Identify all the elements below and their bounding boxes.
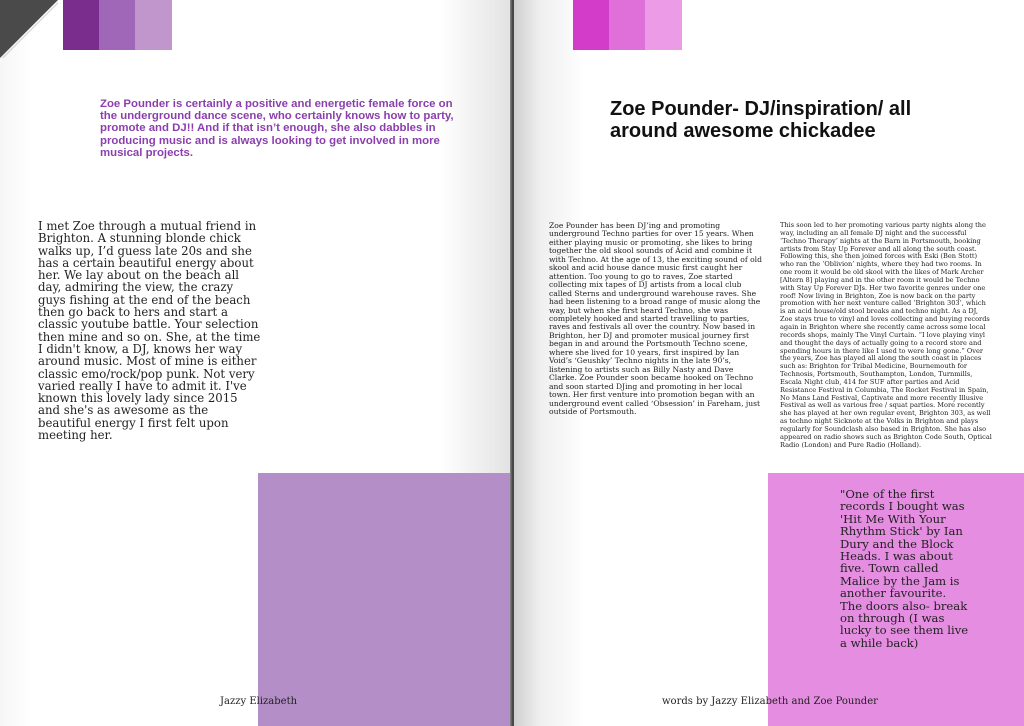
color-swatch-light: [645, 0, 682, 50]
color-swatch-dark: [63, 0, 99, 50]
page-footer-author: Jazzy Elizabeth: [220, 696, 298, 707]
color-swatch-light: [135, 0, 172, 50]
color-swatch-medium: [609, 0, 645, 50]
decorative-color-block: [258, 473, 512, 726]
right-page: [514, 0, 1024, 726]
intro-paragraph: Zoe Pounder is certainly a positive and energetic female force on the underground dance scene, who certainly knows how to party, promote and DJ!! And if that isn’t enough, she also dabbles in producing music and is always looking to get involved in more musical projects.: [100, 98, 454, 159]
article-title: Zoe Pounder- DJ/inspiration/ all around awesome chickadee: [610, 98, 912, 142]
pull-quote: "One of the first records I bought was 'Hit Me With Your Rhythm Stick' by Ian Dury and the Block Heads. I was about five. Town called Malice by the Jam is another favourite. The doors also- break on through (I was lucky to see them live a while back): [840, 487, 969, 650]
quote-block: [768, 473, 1024, 726]
color-swatch-medium: [99, 0, 135, 50]
page-footer-credits: words by Jazzy Elizabeth and Zoe Pounder: [662, 696, 878, 707]
article-body-left: I met Zoe through a mutual friend in Brighton. A stunning blonde chick walks up, I’d guess late 20s and she has a certain beautiful energy about her. We lay about on the beach all day, admiring the view, the crazy guys fishing at the end of the beach then go back to hers and start a classic youtube battle. Your selection then mine and so on. She, at the time I didn't know, a DJ, knows her way around music. Most of mine is either classic emo/rock/pop punk. Not very varied really I have to admit it. I've known this lovely lady since 2015 and she's as awesome as the beautiful energy I first felt upon meeting her.: [38, 219, 261, 443]
article-column-2: This soon led to her promoting various party nights along the way, including an all female DJ night and the successful ‘Techno Therapy’ nights at the Barn in Portsmouth, booking artists from Stay Up Forever and all along the south coast. Following this, she then joined forces with Eski (Ben Stott) who ran the ‘Oblivion’ nights, where they had two rooms. In one room it would be old skool with the likes of Mark Archer [Altern 8] playing and in the other room it would be Techno with Stay Up Forever DJs. Her two favorite genres under one roof! Now living in Brighton, Zoe is now back on the party promotion with her next venture called ‘Brighton 303’, which is an acid house/old stool breaks and techno night. As a DJ, Zoe stays true to vinyl and loves collecting and buying records again in Brighton where she recently came across some local records shops, mainly The Vinyl Curtain. “I love playing vinyl and thought the days of actually going to a record store and spending hours in there like I used to were long gone.” Over the years, Zoe has played all along the south coast in places such as: Brighton for Tribal Medicine, Bournemouth for Technosis, Portsmouth, Southampton, London, Turnmills, Escala Night club, 414 for SUF after parties and Acid Resistance Festival in Columbia, The Rocket Festival in Spain, No Mans Land Festival, Captivate and more recently Illusive Festival as well as various free / squat parties. More recently she has played at her own regular event, Brighton 303, as well as techno night Sicknote at the Volks in Brighton and plays regularly for Soundclash also based in Brighton. She has also appeared on radio shows such as Brighton Code South, Optical Radio (London) and Pure Radio (Holland).: [780, 221, 992, 449]
color-swatch-dark: [573, 0, 609, 50]
article-column-1: Zoe Pounder has been DJ’ing and promoting underground Techno parties for over 15 years. When either playing music or promoting, she likes to bring together the old skool sounds of Acid and combine it with Techno. At the age of 13, the exciting sound of old skool and acid house dance music first caught her attention. Too young to go to raves, Zoe started collecting mix tapes of DJ artists from a local club called Sterns and underground warehouse raves. She had been listening to a broad range of music along the way, but when she first heard Techno, she was completely hooked and started travelling to parties, raves and festivals all over the country. Now based in Brighton, her DJ and promoter musical journey first began in and around the Portsmouth Techno scene, where she lived for 10 years, first inspired by Ian Void’s ‘Geushky’ Techno nights in the late 90’s, listening to artists such as Billy Nasty and Dave Clarke. Zoe Pounder soon became hooked on Techno and soon started DJing and promoting in her local town. Her first venture into promotion began with an underground event called ‘Obsession’ in Fareham, just outside of Portsmouth.: [549, 221, 762, 416]
